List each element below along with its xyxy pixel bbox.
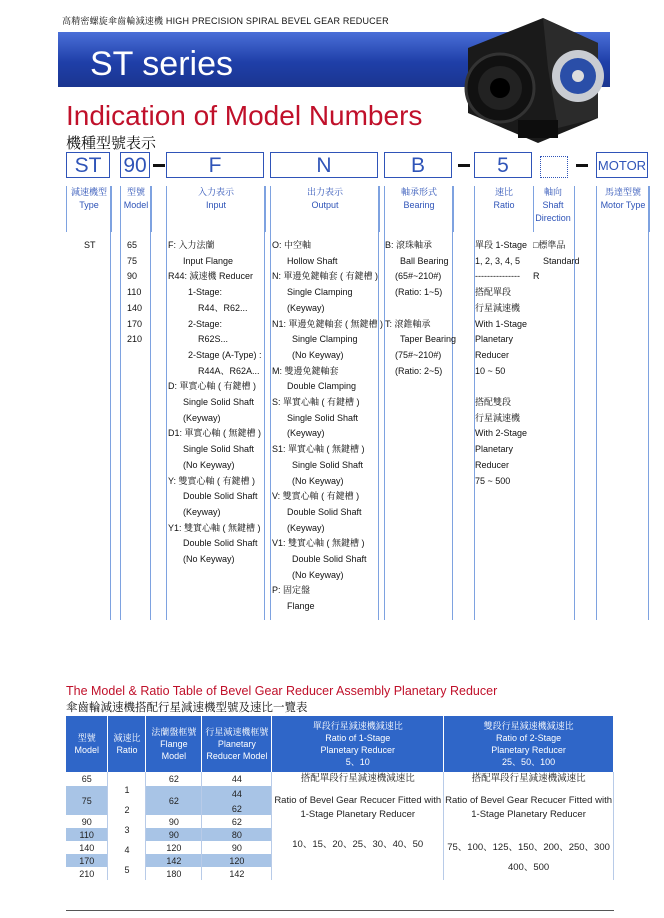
table2-subtitle: 傘齒輪減速機搭配行星減速機型號及速比一覽表: [66, 702, 308, 714]
cell-flange: 90: [146, 815, 202, 828]
model-ratio-table: [66, 716, 614, 880]
header-ratio: 速比 Ratio: [474, 186, 534, 232]
separator-dash: [576, 164, 588, 167]
direction-placeholder-box: [540, 156, 568, 178]
input-values: F: 入力法蘭 Input Flange R44: 減速機 Reducer 1-Stage: R44、R62... 2-Stage: R62S... 2-Stage (A-Type) : R44A、R62A... D: 單實心軸 ( 有鍵槽 ) Single Solid Shaft (Keyway) D1: 單實心軸 ( 無鍵槽 ) Single Solid Shaft (No Keyway) Y: 雙實心軸 ( 有鍵槽 ) Double Solid Shaft (Keyway) Y1: 雙實心軸 ( 無鍵槽 ) Double Solid Shaft (No Keyway): [168, 240, 262, 565]
th-model: 型號 Model: [66, 716, 108, 772]
cell-model: 140: [66, 841, 108, 854]
cell-planetary: 62: [202, 815, 272, 828]
direction-values: □標準品 Standard R: [533, 240, 580, 282]
stage2-note: 搭配單段行星減速機減速比 Ratio of Bevel Gear Recucer Fitted with 1-Stage Planetary Reducer 75、100、125、150、200、250、300 400、500: [444, 772, 614, 880]
cell-model: 210: [66, 867, 108, 880]
cell-flange: 142: [146, 854, 202, 867]
model-values: 65 75 90 110 140 170 210: [127, 240, 143, 345]
col-line: [596, 186, 597, 620]
th-flange: 法蘭盤框號 Flange Model: [146, 716, 202, 772]
header-output: 出力表示 Output: [270, 186, 380, 232]
cell-model: 65: [66, 772, 108, 786]
col-line: [66, 186, 67, 220]
model-box-type: ST: [66, 152, 110, 178]
cell-planetary: 90: [202, 841, 272, 854]
series-title: ST series: [90, 45, 233, 83]
footer-rule: [66, 910, 614, 911]
cell-planetary: 44: [202, 786, 272, 802]
model-box-size: 90: [120, 152, 150, 178]
col-line: [166, 186, 167, 620]
cell-planetary: 62: [202, 802, 272, 815]
th-stage2: 雙段行星減速機減速比 Ratio of 2-Stage Planetary Reducer 25、50、100: [444, 716, 614, 772]
col-line: [270, 186, 271, 620]
separator-dash: [458, 164, 470, 167]
col-line: [120, 186, 121, 620]
header-type: 減速機型 Type: [66, 186, 112, 232]
indication-subtitle: 機種型號表示: [66, 135, 157, 152]
bearing-values: B: 滾珠軸承 Ball Bearing (65#~210#) (Ratio: 1~5) T: 滾錐軸承 Taper Bearing (75#~210#) (Ratio: 2~5): [385, 240, 457, 376]
model-box-ratio: 5: [474, 152, 532, 178]
output-values: O: 中空軸 Hollow Shaft N: 單邊免鍵軸套 ( 有鍵槽 ) Single Clamping (Keyway) N1: 單邊免鍵軸套 ( 無鍵槽 ) Single Clamping (No Keyway) M: 雙邊免鍵軸套 Double Clamping S: 單實心軸 ( 有鍵槽 ) Single Solid Shaft (Keyway) S1: 單實心軸 ( 無鍵槽 ) Single Solid Shaft (No Keyway) V: 雙實心軸 ( 有鍵槽 ) Double Solid Shaft (Keyway) V1: 雙實心軸 ( 無鍵槽 ) Double Solid Shaft (No Keyway) P: 固定盤 Flange: [272, 240, 384, 612]
cell-planetary: 120: [202, 854, 272, 867]
gear-reducer-image: [448, 8, 618, 148]
cell-model: 170: [66, 854, 108, 867]
th-stage1: 單段行星減速機減速比 Ratio of 1-Stage Planetary Reducer 5、10: [272, 716, 444, 772]
cell-flange: 62: [146, 772, 202, 786]
cell-flange: 90: [146, 828, 202, 841]
cell-flange: 120: [146, 841, 202, 854]
col-line: [110, 186, 111, 620]
model-box-bearing: B: [384, 152, 452, 178]
indication-title: Indication of Model Numbers: [66, 100, 423, 131]
top-line: 高精密螺旋傘齒輪減速機 HIGH PRECISION SPIRAL BEVEL GEAR REDUCER: [62, 16, 389, 26]
th-planetary: 行星減速機框號 Planetary Reducer Model: [202, 716, 272, 772]
separator-dash: [153, 164, 165, 167]
header-motor: 馬達型號 Motor Type: [596, 186, 650, 232]
cell-model: 110: [66, 828, 108, 841]
th-ratio: 減速比 Ratio: [108, 716, 146, 772]
cell-flange: 180: [146, 867, 202, 880]
header-bearing: 軸承形式 Bearing: [384, 186, 454, 232]
cell-planetary: 44: [202, 772, 272, 786]
ratio-stack: 1 2 3 4 5: [108, 772, 146, 880]
model-box-output: N: [270, 152, 378, 178]
header-input: 入力表示 Input: [166, 186, 266, 232]
cell-planetary: 80: [202, 828, 272, 841]
header-direction: 軸向 Shaft Direction: [532, 186, 575, 232]
header-model: 型號 Model: [120, 186, 152, 232]
cell-planetary: 142: [202, 867, 272, 880]
col-line: [150, 186, 151, 620]
cell-model: 75: [66, 786, 108, 815]
col-line: [264, 186, 265, 620]
ratio-values: 單段 1-Stage 1, 2, 3, 4, 5 --------------- 搭配單段 行星減速機 With 1-Stage Planetary Reducer 10 ~ 50 搭配雙段 行星減速機 With 2-Stage Planetary Reducer 75 ~ 500: [475, 240, 528, 486]
cell-flange: 62: [146, 786, 202, 815]
cell-model: 90: [66, 815, 108, 828]
model-box-motor: MOTOR: [596, 152, 648, 178]
model-box-input: F: [166, 152, 264, 178]
col-line: [648, 186, 649, 620]
stage1-note: 搭配單段行星減速機減速比 Ratio of Bevel Gear Recucer Fitted with 1-Stage Planetary Reducer 10、15、20、25、30、40、50: [272, 772, 444, 880]
table2-title: The Model & Ratio Table of Bevel Gear Reducer Assembly Planetary Reducer: [66, 684, 498, 698]
type-values: ST: [84, 240, 96, 250]
